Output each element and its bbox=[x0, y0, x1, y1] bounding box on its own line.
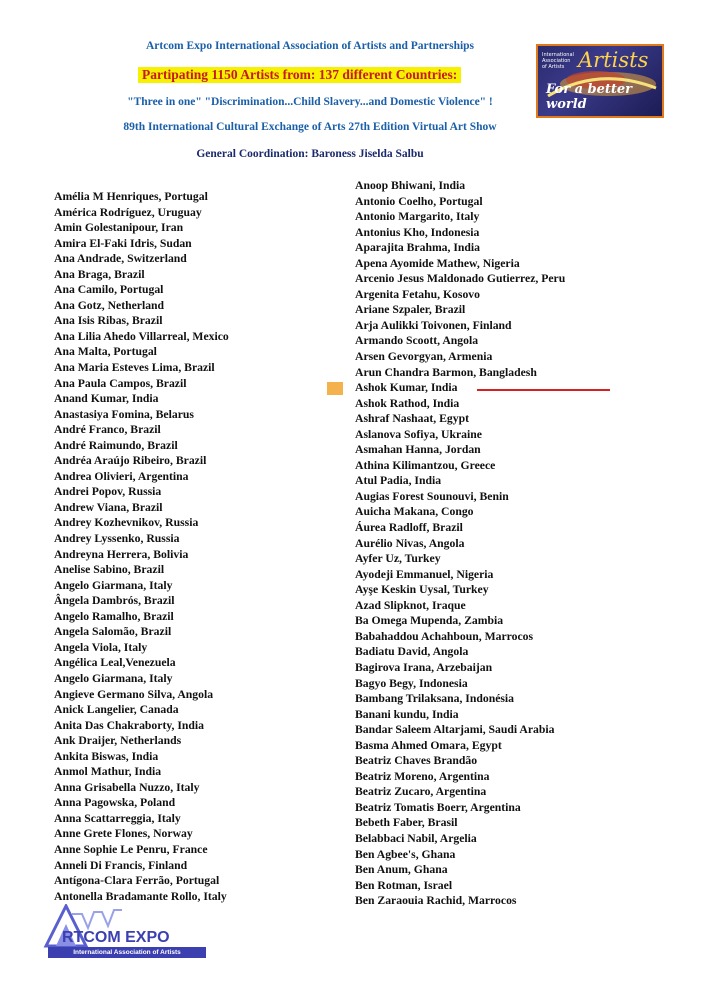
artist-entry: Ben Zaraouia Rachid, Marrocos bbox=[355, 894, 517, 908]
artist-entry: Ank Draijer, Netherlands bbox=[54, 734, 182, 748]
artist-entry: Ashraf Nashaat, Egypt bbox=[355, 412, 469, 426]
organization-title: Artcom Expo International Association of Artists and Partnerships bbox=[145, 40, 475, 52]
artcom-expo-logo bbox=[42, 904, 212, 960]
artist-entry: Anneli Di Francis, Finland bbox=[54, 858, 188, 872]
artist-entry: Andrea Olivieri, Argentina bbox=[54, 469, 189, 483]
artist-entry: Argenita Fetahu, Kosovo bbox=[355, 287, 480, 301]
artist-entry: Ana Camilo, Portugal bbox=[54, 283, 164, 297]
artist-list-left bbox=[54, 189, 229, 904]
artist-entry: Andrei Popov, Russia bbox=[54, 485, 162, 499]
artist-entry: Andrey Lyssenko, Russia bbox=[54, 532, 180, 546]
artist-entry: Anmol Mathur, India bbox=[54, 765, 162, 779]
artist-entry: Ankita Biswas, India bbox=[54, 749, 159, 763]
artist-entry: Basma Ahmed Omara, Egypt bbox=[355, 738, 502, 752]
artist-entry: Bandar Saleem Altarjami, Saudi Arabia bbox=[355, 723, 555, 737]
artist-list-right bbox=[355, 178, 565, 909]
artist-entry: Ayfer Uz, Turkey bbox=[355, 552, 441, 566]
artist-entry: Angela Salomão, Brazil bbox=[54, 625, 172, 639]
participants-banner: Partipating 1150 Artists from: 137 different Countries: bbox=[138, 67, 461, 83]
logo-small-text: International Association of Artists bbox=[542, 52, 574, 70]
artist-entry: Beatriz Moreno, Argentina bbox=[355, 769, 490, 783]
artist-entry: Andrew Viana, Brazil bbox=[54, 500, 163, 514]
artist-entry: Ângela Dambrós, Brazil bbox=[54, 594, 175, 608]
artist-entry: Anoop Bhiwani, India bbox=[355, 179, 466, 192]
artist-entry: Ariane Szpaler, Brazil bbox=[355, 303, 466, 317]
artist-entry: Augias Forest Sounouvi, Benin bbox=[355, 489, 509, 503]
artist-entry: Áurea Radloff, Brazil bbox=[355, 521, 463, 535]
artist-entry: Aparajita Brahma, India bbox=[355, 241, 481, 255]
artist-entry: Angela Viola, Italy bbox=[54, 640, 148, 654]
artist-entry: Ben Agbee's, Ghana bbox=[355, 847, 456, 861]
logo-word: Artists bbox=[578, 48, 649, 72]
artist-entry: Ashok Kumar, India bbox=[355, 381, 458, 395]
artist-entry: Armando Scoott, Angola bbox=[355, 334, 479, 348]
artist-entry: Anna Pagowska, Poland bbox=[54, 796, 176, 810]
artist-entry: Athina Kilimantzou, Greece bbox=[355, 458, 496, 472]
artist-entry: Ayşe Keskin Uysal, Turkey bbox=[355, 583, 489, 597]
artist-entry: Ana Lilia Ahedo Villarreal, Mexico bbox=[54, 329, 229, 343]
logo-tagline: For a better world bbox=[546, 82, 633, 112]
artist-entry: Ana Paula Campos, Brazil bbox=[54, 376, 187, 390]
artist-entry: Ben Rotman, Israel bbox=[355, 878, 453, 892]
artist-entry: Angelo Giarmana, Italy bbox=[54, 671, 173, 685]
highlight-underline bbox=[477, 389, 610, 391]
artist-entry: Angelo Ramalho, Brazil bbox=[54, 609, 174, 623]
show-theme: "Three in one" "Discrimination...Child Slavery...and Domestic Violence" ! bbox=[127, 96, 493, 108]
artist-entry: Arsen Gevorgyan, Armenia bbox=[355, 350, 493, 364]
artist-entry: Azad Slipknot, Iraque bbox=[355, 598, 466, 612]
artist-entry: Andrey Kozhevnikov, Russia bbox=[54, 516, 199, 530]
artist-entry: Anna Scattarreggia, Italy bbox=[54, 811, 181, 825]
artist-entry: Ana Malta, Portugal bbox=[54, 345, 157, 359]
artist-entry: Belabbaci Nabil, Argelia bbox=[355, 831, 477, 845]
artist-entry: Andreyna Herrera, Bolivia bbox=[54, 547, 189, 561]
artist-entry: Anand Kumar, India bbox=[54, 392, 159, 406]
artist-entry: Beatriz Tomatis Boerr, Argentina bbox=[355, 800, 521, 814]
artist-entry: Arun Chandra Barmon, Bangladesh bbox=[355, 365, 537, 379]
artist-entry: Babahaddou Achahboun, Marrocos bbox=[355, 629, 534, 643]
artist-entry: Anne Grete Flones, Norway bbox=[54, 827, 193, 841]
artist-entry: Ana Andrade, Switzerland bbox=[54, 252, 187, 266]
artist-entry: Anita Das Chakraborty, India bbox=[54, 718, 205, 732]
logo-brand-text: RTCOM EXPO bbox=[62, 929, 170, 946]
artist-entry: Bagyo Begy, Indonesia bbox=[355, 676, 468, 690]
artist-entry: Bagirova Irana, Arzebaijan bbox=[355, 660, 493, 674]
artist-entry: Aslanova Sofiya, Ukraine bbox=[355, 427, 482, 441]
artist-entry: Andréa Araújo Ribeiro, Brazil bbox=[54, 454, 207, 468]
artist-entry: Antonio Coelho, Portugal bbox=[355, 194, 483, 208]
artist-entry: Ben Anum, Ghana bbox=[355, 863, 448, 877]
artist-entry: Bebeth Faber, Brasil bbox=[355, 816, 458, 830]
artist-entry: Anick Langelier, Canada bbox=[54, 703, 179, 717]
artist-entry: Badiatu David, Angola bbox=[355, 645, 469, 659]
artist-entry: Arja Aulikki Toivonen, Finland bbox=[355, 318, 512, 332]
artist-entry: Atul Padia, India bbox=[355, 474, 442, 488]
artist-entry: Antonella Bradamante Rollo, Italy bbox=[54, 889, 227, 903]
artist-entry: Angieve Germano Silva, Angola bbox=[54, 687, 214, 701]
artist-entry: Banani kundu, India bbox=[355, 707, 459, 721]
artist-entry: Antígona-Clara Ferrão, Portugal bbox=[54, 874, 220, 888]
artist-entry: Amélia M Henriques, Portugal bbox=[54, 190, 208, 203]
artists-for-better-world-logo bbox=[536, 44, 664, 118]
artist-entry: Asmahan Hanna, Jordan bbox=[355, 443, 481, 457]
artist-entry: Angelo Giarmana, Italy bbox=[54, 578, 173, 592]
artist-entry: Anastasiya Fomina, Belarus bbox=[54, 407, 194, 421]
artist-entry: Anne Sophie Le Penru, France bbox=[54, 842, 208, 856]
artist-entry: Apena Ayomide Mathew, Nigeria bbox=[355, 256, 520, 270]
artist-entry: Ana Maria Esteves Lima, Brazil bbox=[54, 361, 215, 375]
highlight-marker bbox=[327, 382, 343, 395]
artist-entry: Ashok Rathod, India bbox=[355, 396, 460, 410]
artist-entry: Amira El-Faki Idris, Sudan bbox=[54, 236, 192, 250]
artist-entry: América Rodríguez, Uruguay bbox=[54, 205, 202, 219]
artist-entry: Ana Braga, Brazil bbox=[54, 267, 145, 281]
artist-entry: Beatriz Chaves Brandão bbox=[355, 754, 478, 768]
artist-entry: André Franco, Brazil bbox=[54, 423, 161, 437]
artist-entry: Ana Gotz, Netherland bbox=[54, 298, 165, 312]
artist-entry: Ba Omega Mupenda, Zambia bbox=[355, 614, 504, 628]
coordination-credit: General Coordination: Baroness Jiselda Salbu bbox=[196, 148, 424, 160]
artist-entry: Anelise Sabino, Brazil bbox=[54, 563, 165, 577]
artist-entry: Auicha Makana, Congo bbox=[355, 505, 474, 519]
artist-entry: Anna Grisabella Nuzzo, Italy bbox=[54, 780, 200, 794]
artist-entry: Aurélio Nivas, Angola bbox=[355, 536, 465, 550]
artist-entry: Ayodeji Emmanuel, Nigeria bbox=[355, 567, 494, 581]
artist-entry: Amin Golestanipour, Iran bbox=[54, 221, 184, 235]
show-edition: 89th International Cultural Exchange of Arts 27th Edition Virtual Art Show bbox=[123, 121, 497, 133]
artist-entry: Antonius Kho, Indonesia bbox=[355, 225, 480, 239]
logo-subtitle: International Association of Artists bbox=[48, 947, 206, 958]
artist-entry: Bambang Trilaksana, Indonésia bbox=[355, 692, 515, 706]
artist-entry: Angélica Leal,Venezuela bbox=[54, 656, 176, 670]
artist-entry: André Raimundo, Brazil bbox=[54, 438, 178, 452]
artist-entry: Beatriz Zucaro, Argentina bbox=[355, 785, 487, 799]
artist-entry: Antonio Margarito, Italy bbox=[355, 210, 480, 224]
artist-entry: Arcenio Jesus Maldonado Gutierrez, Peru bbox=[355, 272, 566, 286]
artist-entry: Ana Isis Ribas, Brazil bbox=[54, 314, 163, 328]
